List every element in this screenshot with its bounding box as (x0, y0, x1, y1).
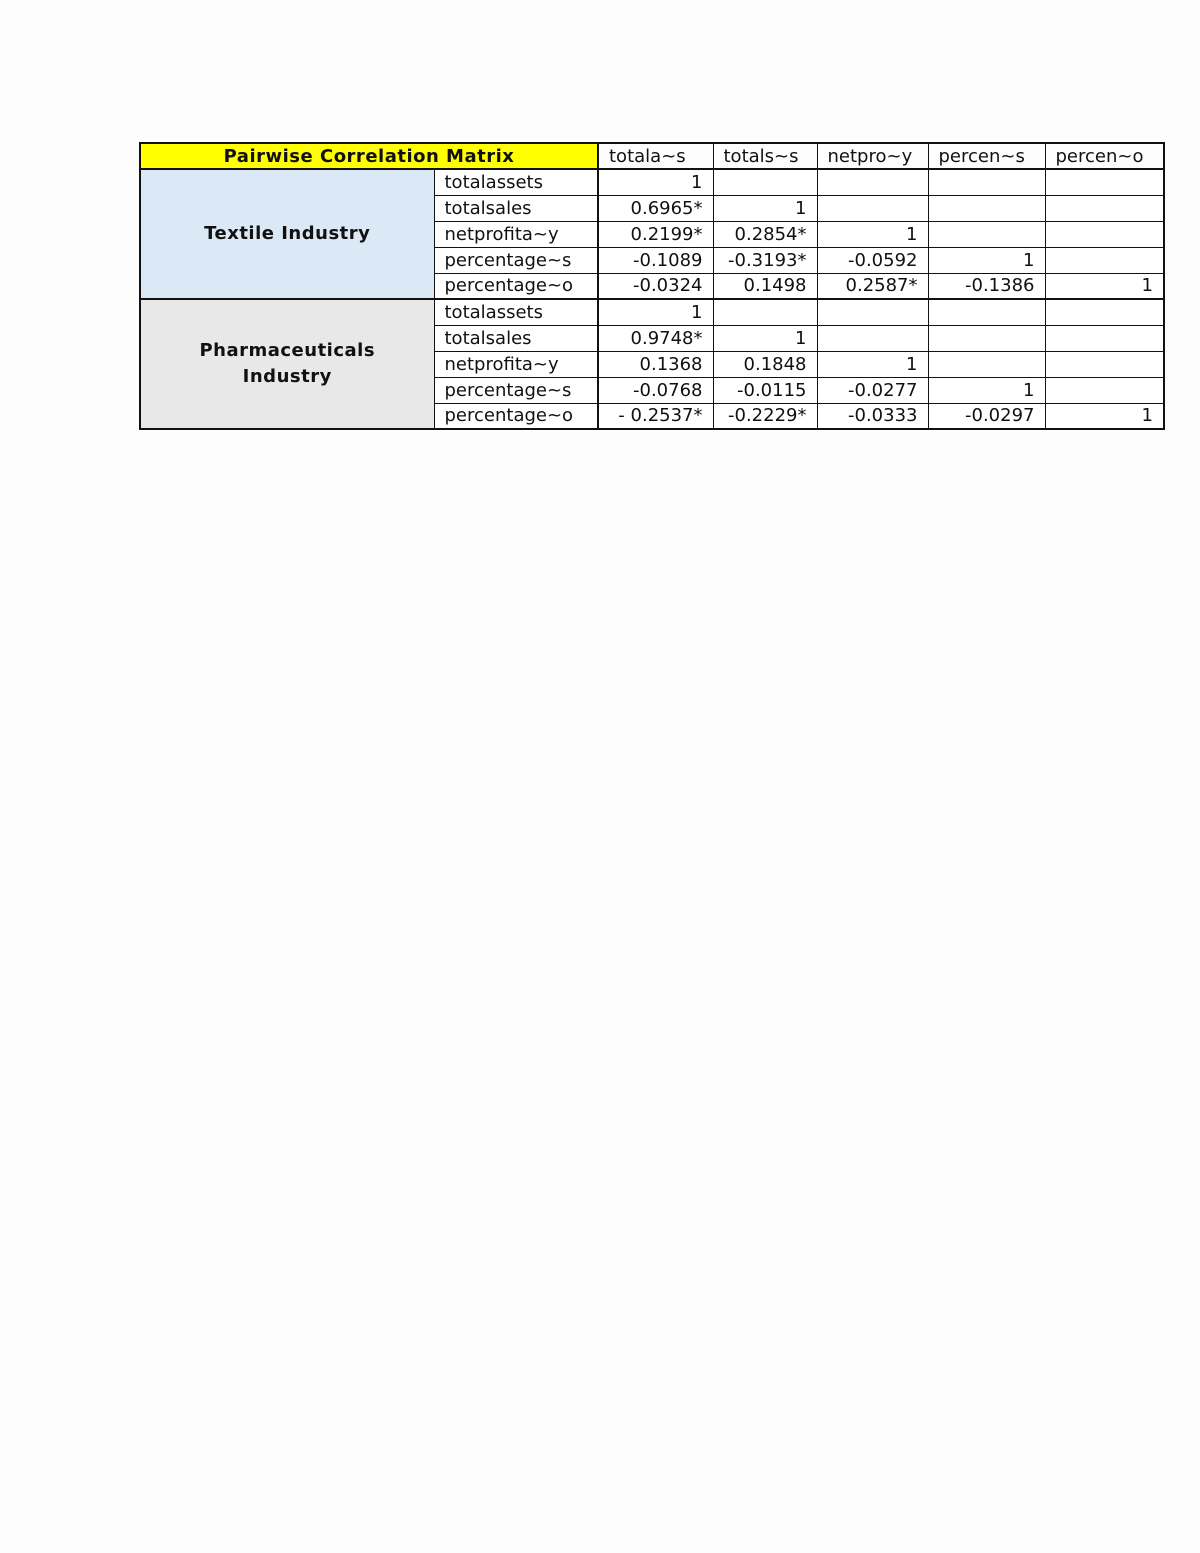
correlation-value-cell: -0.0592 (817, 247, 928, 273)
table-row (140, 169, 1164, 195)
correlation-value-cell (928, 169, 1045, 195)
correlation-value-cell (817, 195, 928, 221)
correlation-value-cell: 0.2587* (817, 273, 928, 299)
column-header: netpro~y (817, 143, 928, 169)
correlation-value-cell: 1 (598, 169, 713, 195)
row-variable-label: percentage~o (434, 273, 598, 299)
correlation-value-cell (1045, 299, 1164, 325)
header-row (140, 143, 1164, 169)
correlation-value-cell (928, 299, 1045, 325)
correlation-value-cell (817, 169, 928, 195)
correlation-value-cell: -0.0324 (598, 273, 713, 299)
correlation-value-cell: -0.0297 (928, 403, 1045, 429)
correlation-value-cell: 0.1848 (713, 351, 817, 377)
correlation-value-cell: 1 (713, 195, 817, 221)
correlation-value-cell: 1 (713, 325, 817, 351)
correlation-value-cell: 0.1498 (713, 273, 817, 299)
group-label: Textile Industry (140, 169, 434, 299)
column-header: totala~s (598, 143, 713, 169)
correlation-value-cell (1045, 195, 1164, 221)
correlation-value-cell: -0.1386 (928, 273, 1045, 299)
correlation-value-cell: -0.1089 (598, 247, 713, 273)
correlation-matrix-table (139, 142, 1165, 430)
correlation-value-cell: 0.1368 (598, 351, 713, 377)
row-variable-label: netprofita~y (434, 221, 598, 247)
correlation-value-cell (928, 195, 1045, 221)
correlation-value-cell (1045, 377, 1164, 403)
correlation-value-cell: 1 (928, 247, 1045, 273)
correlation-value-cell: 1 (817, 351, 928, 377)
correlation-value-cell: 1 (1045, 273, 1164, 299)
correlation-value-cell (1045, 247, 1164, 273)
correlation-value-cell: 0.2199* (598, 221, 713, 247)
correlation-value-cell (1045, 169, 1164, 195)
correlation-value-cell: -0.0768 (598, 377, 713, 403)
column-header: totals~s (713, 143, 817, 169)
correlation-value-cell (1045, 351, 1164, 377)
correlation-value-cell: 1 (598, 299, 713, 325)
correlation-value-cell: 1 (1045, 403, 1164, 429)
correlation-value-cell: - 0.2537* (598, 403, 713, 429)
correlation-value-cell: 1 (817, 221, 928, 247)
correlation-value-cell (1045, 221, 1164, 247)
correlation-value-cell (713, 169, 817, 195)
correlation-value-cell (1045, 325, 1164, 351)
correlation-value-cell: -0.2229* (713, 403, 817, 429)
correlation-value-cell: -0.0277 (817, 377, 928, 403)
correlation-value-cell (928, 351, 1045, 377)
correlation-value-cell: -0.3193* (713, 247, 817, 273)
correlation-value-cell: 0.6965* (598, 195, 713, 221)
row-variable-label: percentage~o (434, 403, 598, 429)
correlation-value-cell: -0.0115 (713, 377, 817, 403)
correlation-value-cell: -0.0333 (817, 403, 928, 429)
row-variable-label: percentage~s (434, 247, 598, 273)
row-variable-label: totalsales (434, 195, 598, 221)
correlation-value-cell (817, 325, 928, 351)
column-header: percen~o (1045, 143, 1164, 169)
correlation-value-cell (928, 325, 1045, 351)
row-variable-label: percentage~s (434, 377, 598, 403)
table-row (140, 299, 1164, 325)
row-variable-label: totalsales (434, 325, 598, 351)
correlation-value-cell: 0.9748* (598, 325, 713, 351)
correlation-value-cell (817, 299, 928, 325)
correlation-value-cell (928, 221, 1045, 247)
correlation-value-cell (713, 299, 817, 325)
column-header: percen~s (928, 143, 1045, 169)
correlation-value-cell: 0.2854* (713, 221, 817, 247)
row-variable-label: totalassets (434, 299, 598, 325)
group-label: Pharmaceuticals Industry (140, 299, 434, 429)
row-variable-label: netprofita~y (434, 351, 598, 377)
row-variable-label: totalassets (434, 169, 598, 195)
table-title: Pairwise Correlation Matrix (140, 143, 598, 169)
correlation-value-cell: 1 (928, 377, 1045, 403)
